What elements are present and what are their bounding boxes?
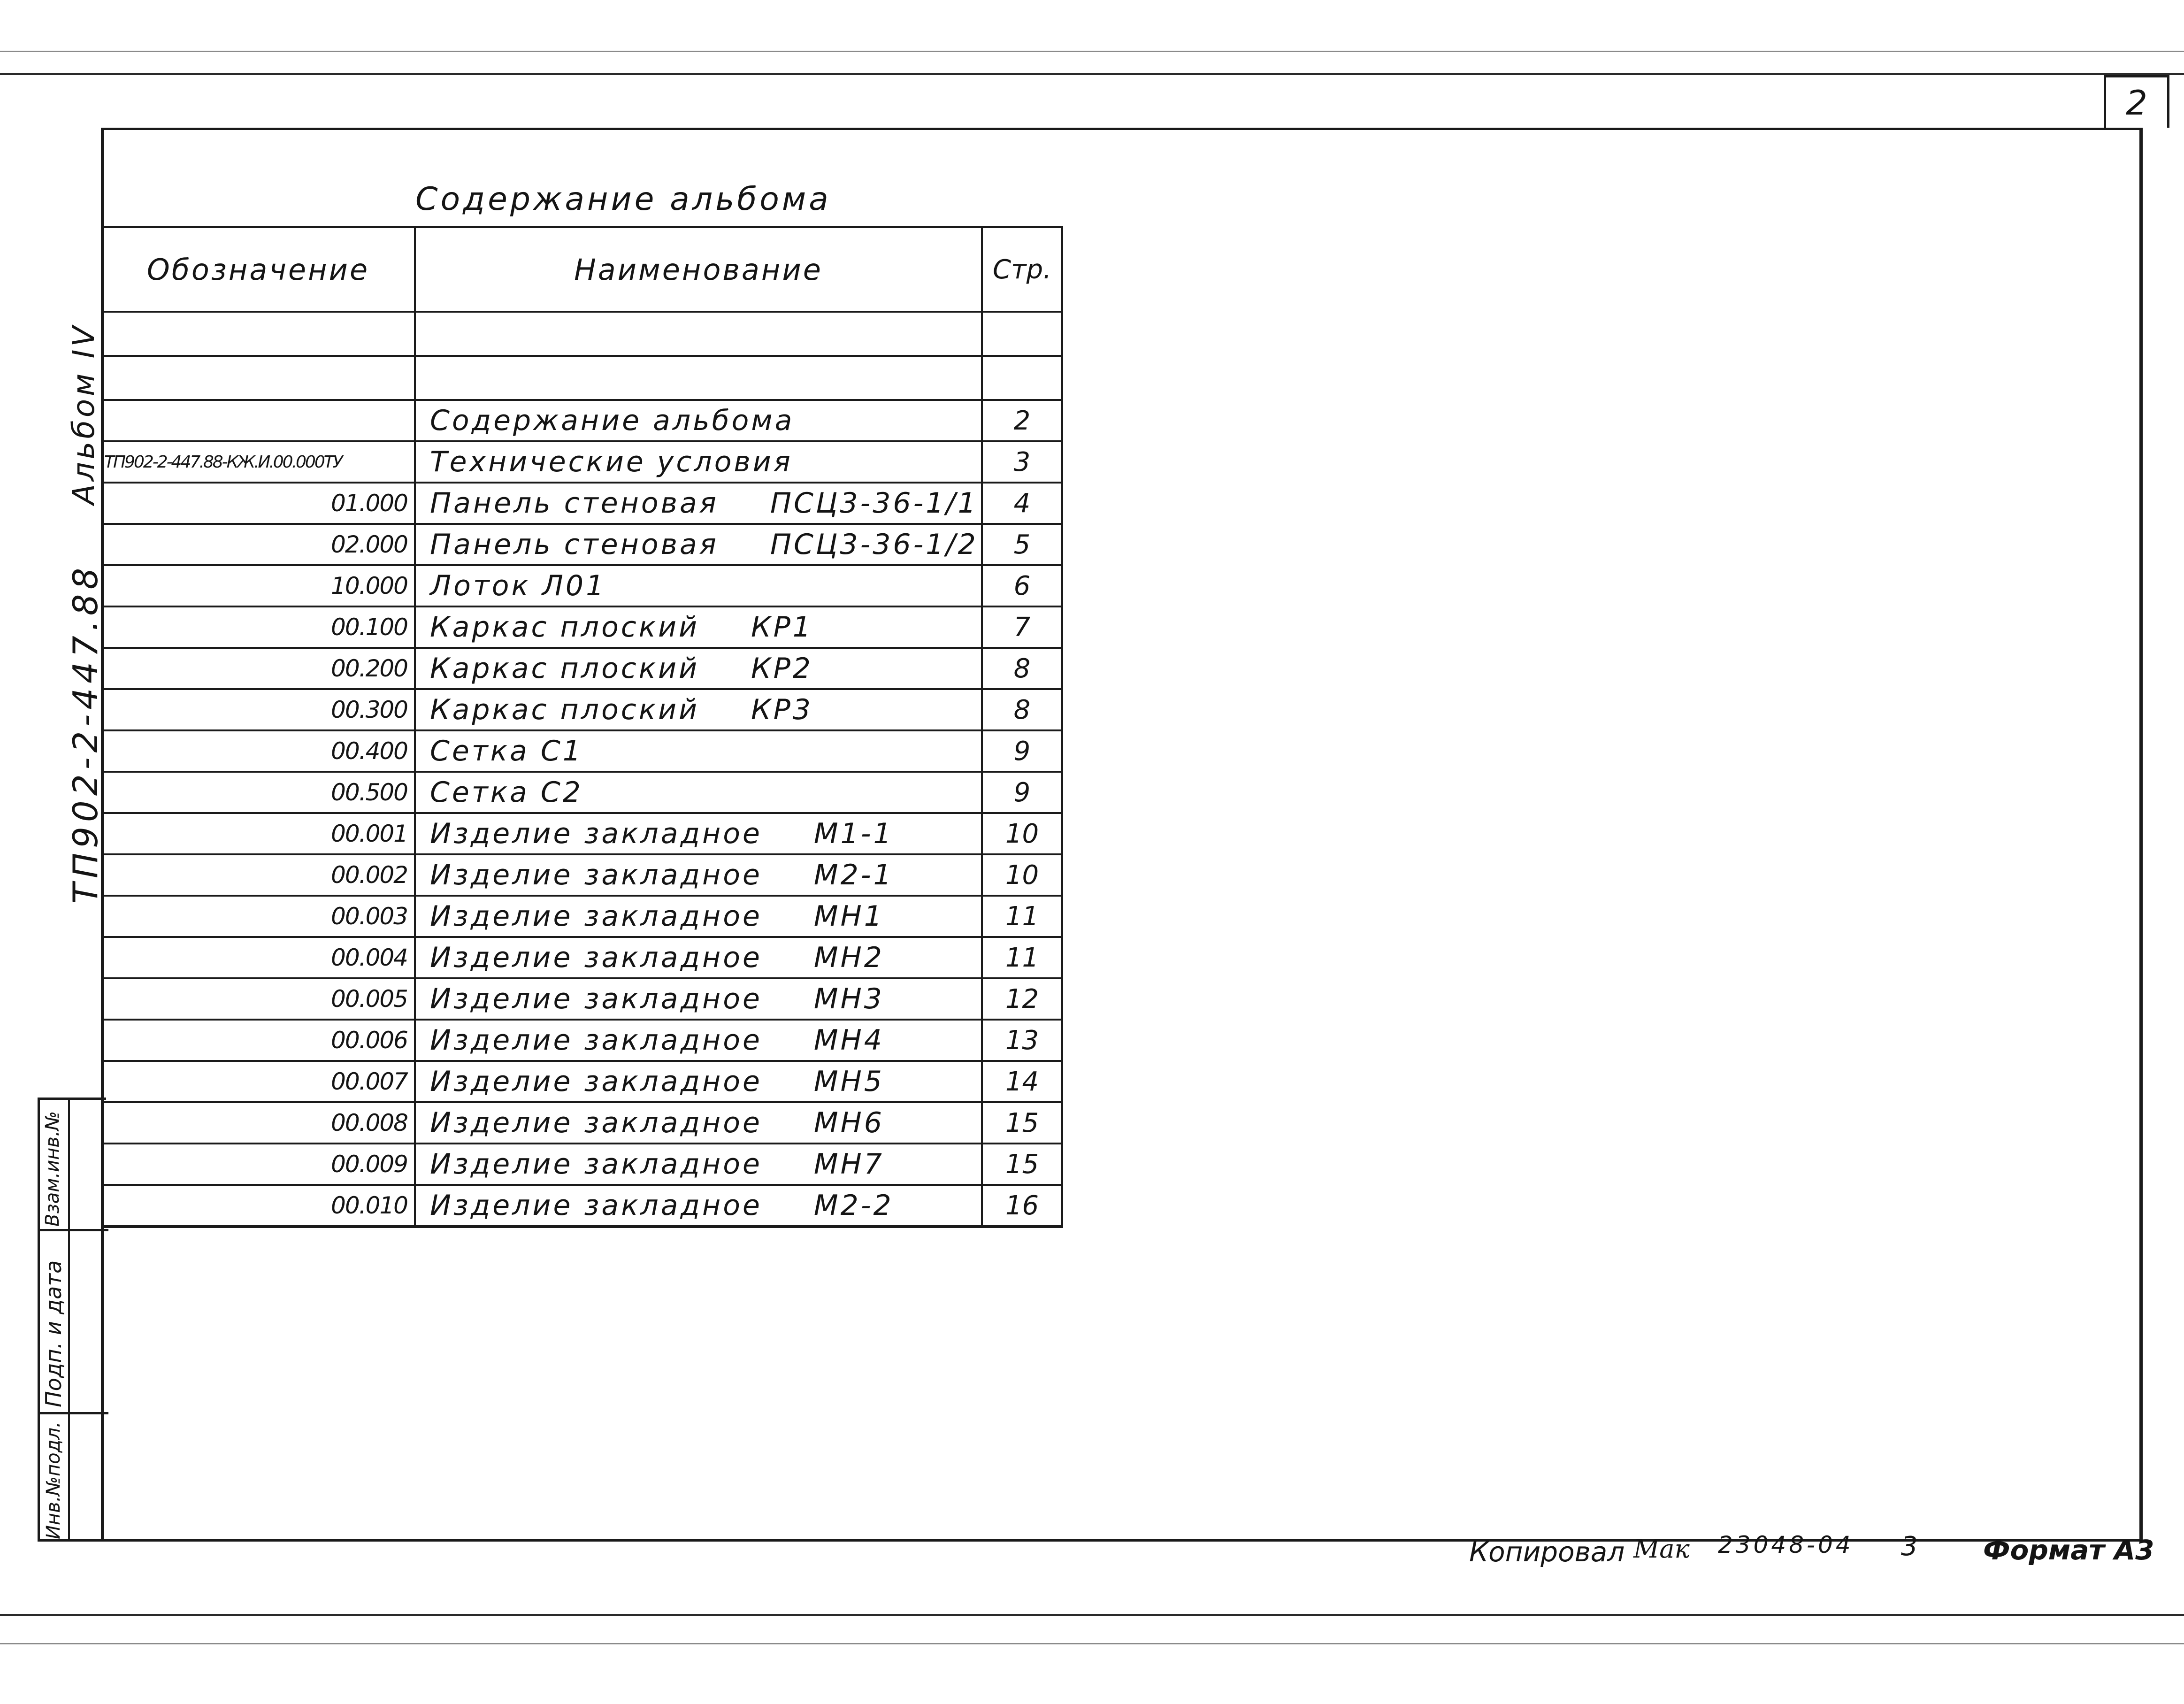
row-page (982, 356, 1062, 400)
row-name: Изделие закладное (430, 941, 762, 974)
row-name-cell (415, 441, 982, 483)
row-designation: 00.010 (102, 1185, 415, 1227)
row-designation (102, 400, 415, 441)
row-name: Изделие закладное (430, 1024, 762, 1057)
row-name-cell (415, 1020, 982, 1061)
table-row (102, 1185, 1062, 1227)
row-mark: МН5 (813, 1065, 884, 1098)
row-page: 8 (982, 648, 1062, 689)
order-number: 23048-04 (1718, 1531, 1854, 1558)
table-row (102, 896, 1062, 937)
format-label: Формат А3 (1983, 1534, 2154, 1566)
row-page: 13 (982, 1020, 1062, 1061)
row-name-cell (415, 483, 982, 524)
header-designation: Обозначение (102, 227, 415, 312)
row-name-cell (415, 1061, 982, 1102)
row-page: 10 (982, 854, 1062, 896)
row-designation: 00.004 (102, 937, 415, 978)
header-name: Наименование (415, 227, 982, 312)
row-page: 2 (982, 400, 1062, 441)
row-page: 12 (982, 978, 1062, 1020)
table-row (102, 730, 1062, 772)
table-row (102, 1102, 1062, 1144)
row-name: Содержание альбома (430, 404, 795, 437)
row-name: Изделие закладное (430, 1065, 762, 1098)
top-frame-line (0, 73, 2184, 75)
row-name-cell (415, 648, 982, 689)
table-body (102, 312, 1062, 1227)
row-designation: ТП902-2-447.88-КЖ.И.00.000ТУ (102, 441, 415, 483)
row-designation: 10.000 (102, 565, 415, 606)
page-title: Содержание альбома (415, 181, 831, 218)
row-name-cell (415, 606, 982, 648)
top-scan-edge (0, 51, 2184, 52)
row-mark: КР2 (751, 652, 813, 685)
row-page: 5 (982, 524, 1062, 565)
row-name-cell (415, 400, 982, 441)
table-row (102, 978, 1062, 1020)
row-mark: МН2 (813, 941, 884, 974)
header-page: Стр. (982, 227, 1062, 312)
copy-number: 3 (1901, 1531, 1918, 1562)
row-name-cell (415, 565, 982, 606)
table-row (102, 813, 1062, 854)
row-page: 6 (982, 565, 1062, 606)
row-designation: 00.007 (102, 1061, 415, 1102)
row-name: Изделие закладное (430, 859, 762, 891)
row-mark: ПСЦ3-36-1/2 (770, 528, 978, 561)
row-name: Панель стеновая (430, 528, 719, 561)
row-name: Изделие закладное (430, 1148, 762, 1181)
row-name: Каркас плоский (430, 693, 700, 726)
row-name-cell (415, 1144, 982, 1185)
table-row (102, 1144, 1062, 1185)
table-row (102, 937, 1062, 978)
table-row (102, 648, 1062, 689)
row-page: 10 (982, 813, 1062, 854)
row-name-cell (415, 854, 982, 896)
table-row (102, 606, 1062, 648)
row-designation: 00.008 (102, 1102, 415, 1144)
row-designation: 00.005 (102, 978, 415, 1020)
row-name-cell (415, 1102, 982, 1144)
row-name: Изделие закладное (430, 982, 762, 1015)
row-name: Лоток Л01 (430, 569, 606, 602)
row-mark: М2-2 (813, 1189, 894, 1222)
row-designation: 00.300 (102, 689, 415, 730)
copied-signature: Мак (1633, 1534, 1690, 1564)
row-designation: 00.500 (102, 772, 415, 813)
row-page: 16 (982, 1185, 1062, 1227)
row-designation: 00.001 (102, 813, 415, 854)
row-designation: 00.100 (102, 606, 415, 648)
table-row (102, 483, 1062, 524)
row-mark: МН6 (813, 1106, 884, 1139)
row-name-cell (415, 1185, 982, 1227)
table-row (102, 565, 1062, 606)
table-row (102, 441, 1062, 483)
row-name: Сетка С1 (430, 735, 583, 768)
row-mark: МН7 (813, 1148, 884, 1181)
row-page: 15 (982, 1144, 1062, 1185)
sheet-number: 2 (2126, 83, 2147, 123)
row-designation: 00.200 (102, 648, 415, 689)
table-row (102, 400, 1062, 441)
row-name: Каркас плоский (430, 611, 700, 644)
row-page: 9 (982, 772, 1062, 813)
table-row (102, 524, 1062, 565)
copied-label: Копировал (1469, 1536, 1625, 1568)
stamp-divider-vertical (68, 1100, 70, 1539)
approval-stamp (38, 1098, 106, 1542)
row-designation (102, 356, 415, 400)
album-label: Альбом IV (67, 323, 101, 505)
row-designation: 00.006 (102, 1020, 415, 1061)
row-page: 11 (982, 896, 1062, 937)
row-name-cell (415, 813, 982, 854)
row-name: Изделие закладное (430, 1106, 762, 1139)
row-name-cell (415, 937, 982, 978)
table-row (102, 356, 1062, 400)
row-designation: 00.009 (102, 1144, 415, 1185)
row-name: Сетка С2 (430, 776, 583, 809)
row-name-cell (415, 772, 982, 813)
row-designation: 02.000 (102, 524, 415, 565)
row-name: Изделие закладное (430, 900, 762, 933)
stamp-divider (40, 1229, 108, 1231)
row-mark: МН1 (813, 900, 884, 933)
table-row (102, 772, 1062, 813)
table-row (102, 689, 1062, 730)
row-designation: 00.002 (102, 854, 415, 896)
project-code-label: ТП902-2-447.88 (66, 563, 105, 904)
row-name: Панель стеновая (430, 487, 719, 520)
stamp-divider (40, 1412, 108, 1414)
row-page: 15 (982, 1102, 1062, 1144)
row-mark: ПСЦ3-36-1/1 (770, 487, 978, 520)
table-header-row (102, 227, 1062, 312)
table-row (102, 1061, 1062, 1102)
row-mark: КР1 (751, 611, 813, 644)
sheet-number-box (2104, 75, 2169, 128)
row-page: 4 (982, 483, 1062, 524)
row-name: Изделие закладное (430, 1189, 762, 1222)
contents-table (102, 226, 1063, 1228)
row-mark: МН3 (813, 982, 884, 1015)
row-name: Изделие закладное (430, 817, 762, 850)
row-page: 11 (982, 937, 1062, 978)
row-name: Каркас плоский (430, 652, 700, 685)
row-page (982, 312, 1062, 356)
stamp-inv-orig: Инв.№подл. (43, 1421, 64, 1539)
stamp-sign-date: Подп. и дата (41, 1260, 66, 1407)
table-row (102, 854, 1062, 896)
stamp-replace-inv: Взам.инв.№ (42, 1111, 63, 1227)
row-mark: КР3 (751, 693, 813, 726)
row-name-cell (415, 689, 982, 730)
row-name-cell (415, 730, 982, 772)
row-name-cell (415, 978, 982, 1020)
row-designation: 00.400 (102, 730, 415, 772)
row-designation (102, 312, 415, 356)
row-mark: М1-1 (813, 817, 894, 850)
row-page: 3 (982, 441, 1062, 483)
row-designation: 01.000 (102, 483, 415, 524)
row-mark: М2-1 (813, 859, 894, 891)
row-page: 14 (982, 1061, 1062, 1102)
row-mark: МН4 (813, 1024, 884, 1057)
row-page: 8 (982, 689, 1062, 730)
bottom-scan-edge (0, 1643, 2184, 1644)
row-designation: 00.003 (102, 896, 415, 937)
bottom-frame-line (0, 1614, 2184, 1616)
table-row (102, 312, 1062, 356)
row-page: 7 (982, 606, 1062, 648)
row-name-cell (415, 524, 982, 565)
row-name-cell (415, 896, 982, 937)
row-page: 9 (982, 730, 1062, 772)
row-name: Технические условия (430, 445, 793, 478)
row-name-cell (415, 312, 982, 356)
table-row (102, 1020, 1062, 1061)
row-name-cell (415, 356, 982, 400)
